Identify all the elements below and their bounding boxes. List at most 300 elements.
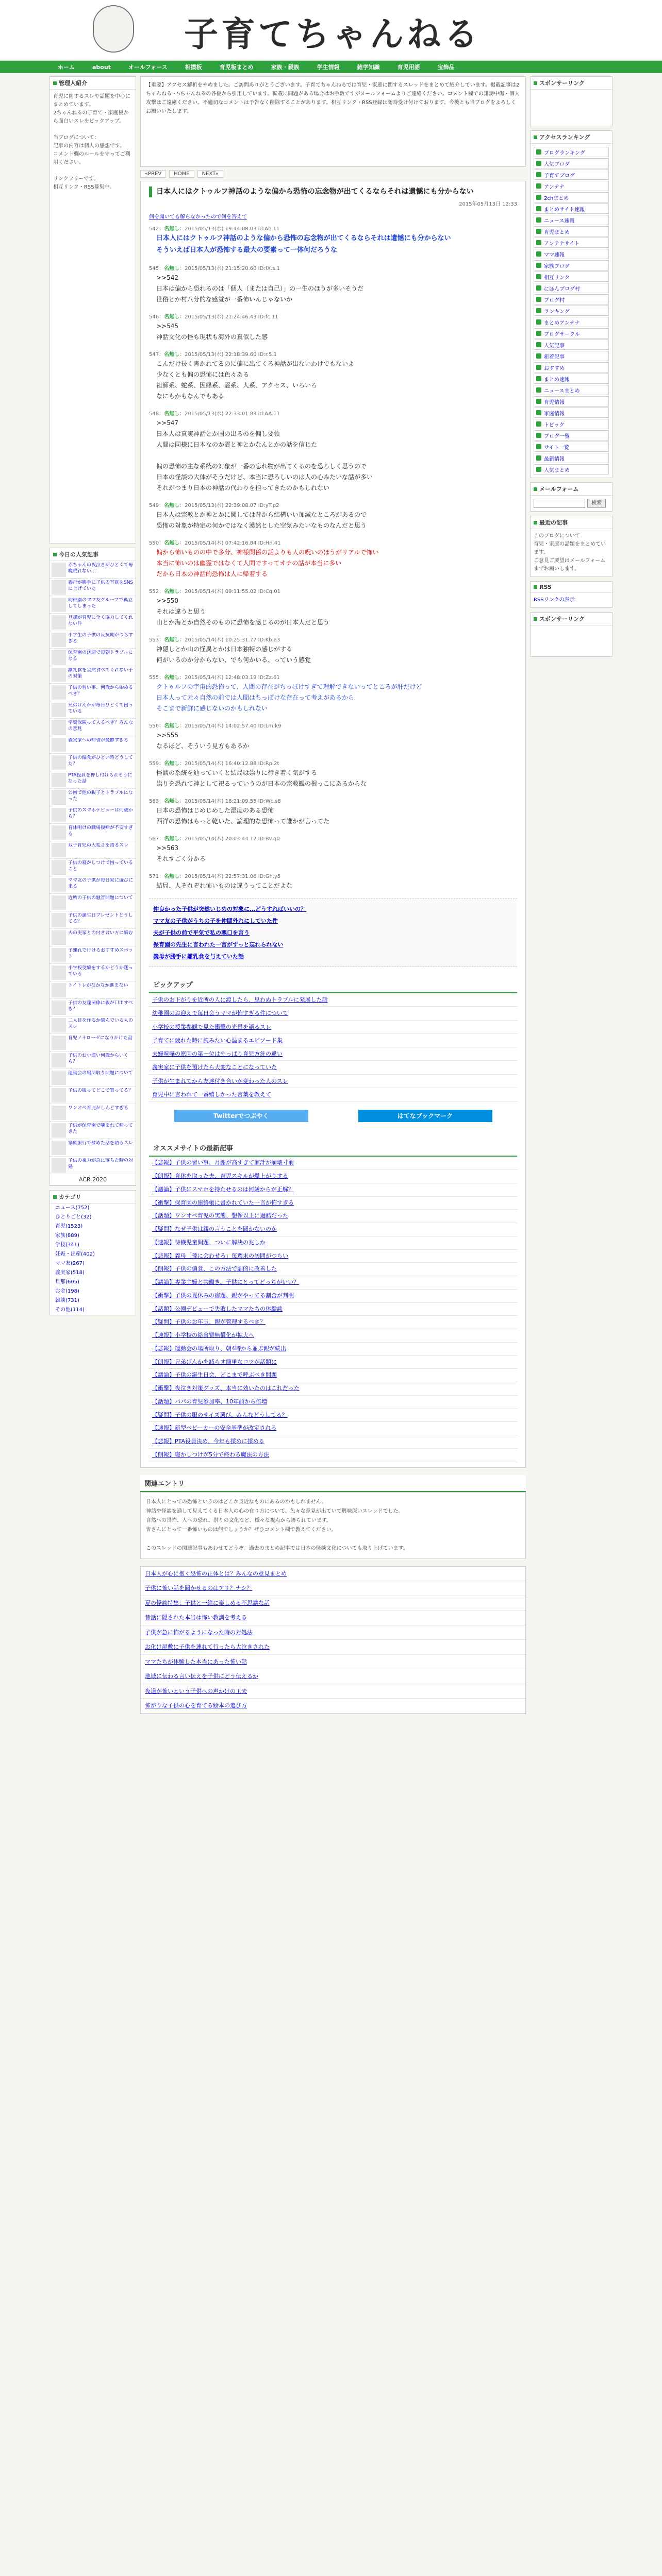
recommended-link[interactable]: 【速報】小学校の給食費無償化が拡大へ bbox=[149, 1329, 517, 1343]
nav-item[interactable]: 雑学知識 bbox=[357, 64, 380, 71]
category-item[interactable]: ママ友(267) bbox=[55, 1261, 85, 1266]
news-title[interactable]: 子供の服ってどこで買ってる？ bbox=[68, 1088, 134, 1093]
page-body bbox=[0, 73, 662, 2576]
ranking-list bbox=[531, 144, 612, 478]
post-author: 名無し bbox=[164, 314, 180, 320]
pickup-link[interactable]: 義実家に子供を預けたら大変なことになっていた bbox=[149, 1061, 517, 1074]
recommended-link[interactable]: 【衝撃】子供の夏休みの宿題、親がやってる割合が判明 bbox=[149, 1290, 517, 1303]
ranking-icon bbox=[536, 251, 541, 257]
news-thumbnail bbox=[52, 773, 66, 787]
ranking-link[interactable] bbox=[534, 226, 609, 236]
nav-item[interactable]: 宝飾品 bbox=[437, 64, 455, 71]
news-title[interactable]: 義母が勝手に子供の写真をSNSに上げていた bbox=[68, 580, 134, 591]
bottom-link[interactable]: 夜道が怖いという子供への声かけの工夫 bbox=[141, 1684, 525, 1699]
ranking-icon bbox=[536, 172, 541, 177]
pickup-link[interactable]: 子供が生まれてから友達付き合いが変わった人のスレ bbox=[149, 1075, 517, 1088]
ranking-link[interactable] bbox=[534, 317, 609, 327]
news-item[interactable] bbox=[50, 771, 136, 789]
post-body: 神隠しとか山の怪異とかは日本独特の感じがする 何がいるのか分からない、でも何かいる、っていう感覚 bbox=[156, 645, 311, 664]
post-body: 日本の恐怖はじめじめした湿度のある恐怖 西洋の恐怖はもっと乾いた、論理的な恐怖って誰かが言ってた bbox=[156, 806, 330, 825]
ranking-link[interactable] bbox=[534, 442, 609, 452]
news-thumbnail bbox=[52, 895, 66, 910]
news-title[interactable]: 離乳食を全然食べてくれない子の対策 bbox=[68, 668, 134, 679]
post-author: 名無し bbox=[164, 637, 180, 643]
home-link[interactable]: HOME bbox=[169, 170, 194, 178]
article-date: 2015年05月13日 12:33 bbox=[459, 201, 517, 207]
news-title[interactable]: 子供の誕生日プレゼントどうしてる？ bbox=[68, 913, 133, 924]
related-link[interactable]: ママ友の子供がうちの子を仲間外れにしていた件 bbox=[153, 917, 278, 924]
ranking-link[interactable] bbox=[534, 374, 609, 384]
post-list bbox=[149, 224, 517, 891]
recommended-link[interactable]: 【朗報】兄弟げんかを減らす簡単なコツが話題に bbox=[149, 1356, 517, 1369]
global-nav bbox=[0, 61, 662, 73]
ranking-link[interactable] bbox=[534, 453, 609, 463]
pickup-link[interactable]: 子供のお下がりを近所の人に渡したら、思わぬトラブルに発展した話 bbox=[149, 993, 517, 1007]
news-item[interactable] bbox=[50, 841, 136, 859]
post-header: 547：名無し：2015/05/13(水) 22:18:39.60 ID:r.5.1 bbox=[149, 351, 277, 358]
news-title[interactable]: 育児ノイローゼになりかけた話 bbox=[68, 1036, 133, 1041]
ranking-link[interactable] bbox=[534, 294, 609, 304]
rss-box bbox=[530, 581, 613, 608]
news-item[interactable] bbox=[50, 911, 136, 929]
ranking-link[interactable] bbox=[534, 408, 609, 418]
sponsor-ad[interactable] bbox=[531, 90, 612, 126]
related-link[interactable]: 仲良かった子供が突然いじめの対象に…どうすればいいの？ bbox=[153, 905, 306, 912]
news-item[interactable] bbox=[50, 964, 136, 981]
news-thumbnail bbox=[52, 1158, 66, 1173]
news-item[interactable] bbox=[50, 666, 136, 684]
news-item[interactable] bbox=[50, 999, 136, 1016]
post-meta: ：2015/05/13(水) 22:39:08.07 ID:yT.p2 bbox=[179, 502, 279, 509]
bottom-link[interactable]: 昔話に隠された本当は怖い教訓を考える bbox=[141, 1611, 525, 1625]
recommended-link[interactable]: 【衝撃】保育園の連絡帳に書かれていた一言が怖すぎる bbox=[149, 1197, 517, 1210]
ranking-link[interactable] bbox=[534, 260, 609, 270]
news-item[interactable] bbox=[50, 981, 136, 999]
bottom-link[interactable]: お化け屋敷に子供を連れて行ったら大泣きされた bbox=[141, 1640, 525, 1655]
news-title[interactable]: 運動会の場所取り問題について bbox=[68, 1071, 133, 1076]
category-heading: カテゴリ bbox=[50, 1191, 136, 1204]
related-link[interactable]: 義母が勝手に離乳食を与えていた話 bbox=[153, 953, 244, 960]
ranking-link[interactable] bbox=[534, 158, 609, 168]
search-input[interactable] bbox=[534, 499, 585, 508]
post-header: 548：名無し：2015/05/13(水) 22:33:01.83 id:AA.11 bbox=[149, 411, 280, 417]
ranking-icon bbox=[536, 387, 541, 393]
news-title[interactable]: 小学生の子供の反抗期がつらすぎる bbox=[68, 633, 134, 644]
news-item[interactable] bbox=[50, 1016, 136, 1034]
post-header: 553：名無し：2015/05/14(木) 10:25:31.77 ID:Kb.a3 bbox=[149, 637, 280, 643]
news-item[interactable] bbox=[50, 754, 136, 771]
post bbox=[149, 312, 517, 343]
recommended-link[interactable]: 【悲報】義母「孫に会わせろ」毎週末の訪問がつらい bbox=[149, 1250, 517, 1263]
post-number: 545 bbox=[149, 265, 159, 272]
ranking-icon bbox=[536, 319, 541, 325]
post-author: 名無し bbox=[164, 674, 180, 681]
left-sidebar bbox=[49, 76, 136, 1319]
news-title[interactable]: 子供のお小遣い何歳からいくら？ bbox=[68, 1053, 129, 1064]
ranking-icon bbox=[536, 308, 541, 313]
ranking-link[interactable] bbox=[534, 430, 609, 440]
news-thumbnail bbox=[52, 878, 66, 892]
news-title[interactable]: 近所の子供の騒音問題について bbox=[68, 895, 133, 901]
news-item[interactable] bbox=[50, 806, 136, 824]
category-item[interactable]: その他(114) bbox=[55, 1307, 85, 1313]
ranking-label: ブログ村 bbox=[544, 297, 565, 303]
search-button[interactable]: 検索 bbox=[587, 499, 606, 508]
news-title[interactable]: 育休明けの職場復帰が不安すぎる bbox=[68, 825, 134, 837]
news-title[interactable]: ママ友の子供が毎日家に遊びに来る bbox=[68, 878, 134, 889]
post-number: 559 bbox=[149, 760, 159, 767]
pickup-link[interactable]: 夫婦喧嘩の原因の第一位はやっぱり育児方針の違い bbox=[149, 1047, 517, 1061]
ranking-icon bbox=[536, 149, 541, 155]
news-item[interactable] bbox=[50, 1034, 136, 1052]
post-meta: ：2015/05/14(木) 16:40:12.88 ID:Rp.2t bbox=[179, 760, 279, 767]
ranking-link[interactable] bbox=[534, 362, 609, 372]
news-thumbnail bbox=[52, 1036, 66, 1050]
recommended-link[interactable]: 【衝撃】夜泣き対策グッズ、本当に効いたのはこれだった bbox=[149, 1382, 517, 1396]
recommended-link[interactable]: 【疑問】子供の服のサイズ選び、みんなどうしてる？ bbox=[149, 1409, 517, 1422]
ranking-link[interactable] bbox=[534, 170, 609, 180]
related-link[interactable]: 夫が子供の前で平気で私の悪口を言う bbox=[153, 929, 250, 936]
about-heading: 最近の記事 bbox=[531, 516, 612, 529]
post-author: 名無し bbox=[164, 411, 180, 417]
category-item[interactable]: 家族(889) bbox=[55, 1233, 79, 1239]
post-meta: ：2015/05/14(木) 07:42:16.84 ID:Hn.41 bbox=[179, 540, 281, 546]
news-item[interactable] bbox=[50, 579, 136, 596]
nav-item[interactable]: 育児用語 bbox=[397, 64, 420, 71]
category-item[interactable]: 旦那(605) bbox=[55, 1279, 79, 1285]
ranking-icon bbox=[536, 183, 541, 189]
main-content bbox=[140, 76, 526, 1718]
news-item[interactable] bbox=[50, 1104, 136, 1122]
news-item[interactable] bbox=[50, 596, 136, 614]
news-item[interactable] bbox=[50, 894, 136, 911]
news-item[interactable] bbox=[50, 649, 136, 666]
bottom-link[interactable]: 日本人が心に抱く恐怖の正体とは？みんなの意見まとめ bbox=[141, 1567, 525, 1582]
post-number: 549 bbox=[149, 502, 159, 509]
news-title[interactable]: 公園で他の親子とトラブルになった bbox=[68, 790, 133, 802]
sponsor-ad-2[interactable] bbox=[531, 625, 612, 656]
news-title[interactable]: トイトレがなかなか進まない bbox=[68, 983, 128, 988]
share-buttons bbox=[149, 1101, 517, 1130]
news-title[interactable]: 小学校受験をするかどうか迷っている bbox=[68, 965, 134, 977]
ranking-link[interactable] bbox=[534, 464, 609, 474]
recommended-link[interactable]: 【議論】専業主婦と共働き、子供にとってどっちがいい？ bbox=[149, 1276, 517, 1290]
nav-item[interactable]: ホーム bbox=[58, 64, 75, 71]
news-title[interactable]: 子供の視力が急に落ちた時の対処 bbox=[68, 1158, 134, 1170]
category-item[interactable]: 育児(1523) bbox=[55, 1224, 83, 1229]
news-item[interactable] bbox=[50, 1069, 136, 1087]
category-item[interactable]: 雑談(731) bbox=[55, 1298, 79, 1303]
ranking-label: 2chまとめ bbox=[544, 195, 569, 201]
twitter-share-button[interactable]: Twitterでつぶやく bbox=[174, 1110, 308, 1122]
news-item[interactable] bbox=[50, 1157, 136, 1174]
news-item[interactable] bbox=[50, 631, 136, 649]
news-item[interactable] bbox=[50, 859, 136, 876]
about-box bbox=[530, 516, 613, 577]
bottom-link[interactable]: 子供に怖い話を聞かせるのはアリ？ナシ？ bbox=[141, 1581, 525, 1596]
post bbox=[149, 587, 517, 628]
nav-item[interactable]: 相撲板 bbox=[185, 64, 202, 71]
ranking-label: 家庭情報 bbox=[544, 411, 565, 417]
recommended-link[interactable]: 【疑問】子供のお年玉、親が管理するべき？ bbox=[149, 1316, 517, 1329]
ranking-label: 新着記事 bbox=[544, 354, 565, 360]
news-title[interactable]: 子供の偏食がひどい時どうしてた？ bbox=[68, 755, 134, 767]
post bbox=[149, 538, 517, 580]
pickup-link[interactable]: 幼稚園のお迎えで毎日会うママが怖すぎる件について bbox=[149, 1007, 517, 1020]
nav-item[interactable]: about bbox=[92, 63, 111, 71]
ranking-icon bbox=[536, 353, 541, 359]
post bbox=[149, 834, 517, 865]
news-title[interactable]: 双子育児の大変さを語るスレ bbox=[68, 843, 129, 848]
sponsor-box-2 bbox=[530, 612, 613, 657]
ranking-label: 人気記事 bbox=[544, 343, 565, 349]
recommended-link[interactable]: 【議論】子供の誕生日会、どこまで呼ぶべき問題 bbox=[149, 1369, 517, 1382]
post-meta: ：2015/05/14(木) 09:11:55.02 ID:Cq.01 bbox=[179, 588, 280, 595]
ranking-link[interactable] bbox=[534, 204, 609, 214]
post bbox=[149, 350, 517, 402]
category-item[interactable]: お金(198) bbox=[55, 1289, 79, 1294]
news-title[interactable]: 子供の寝かしつけで困っていること bbox=[68, 860, 134, 872]
nav-item[interactable]: 育児板まとめ bbox=[219, 64, 254, 71]
ranking-label: ママ速報 bbox=[544, 252, 565, 258]
post-number: 563 bbox=[149, 798, 159, 804]
news-thumbnail bbox=[52, 720, 66, 735]
ranking-label: 子育てブログ bbox=[544, 173, 575, 179]
news-item[interactable] bbox=[50, 929, 136, 946]
nav-item[interactable]: 学生情報 bbox=[317, 64, 340, 71]
ranking-label: 相互リンク bbox=[544, 275, 570, 281]
news-item[interactable] bbox=[50, 1052, 136, 1069]
news-item[interactable] bbox=[50, 614, 136, 631]
post-header: 567：名無し：2015/05/14(木) 20:03:44.12 ID:Bv.q0 bbox=[149, 836, 280, 842]
news-thumbnail bbox=[52, 703, 66, 717]
bottom-link[interactable]: ママたちが体験した本当にあった怖い話 bbox=[141, 1655, 525, 1670]
recommended-link[interactable]: 【話題】ワンオペ育児の実態、想像以上に過酷だった bbox=[149, 1210, 517, 1223]
bottom-link[interactable]: 子供が急に怖がるようになった時の対処法 bbox=[141, 1625, 525, 1640]
news-thumbnail bbox=[52, 1141, 66, 1155]
pickup-link[interactable]: 子育てに疲れた時に読みたい心温まるエピソード集 bbox=[149, 1034, 517, 1047]
news-item[interactable] bbox=[50, 561, 136, 579]
ranking-icon bbox=[536, 195, 541, 200]
category-box bbox=[49, 1190, 136, 1315]
news-item[interactable] bbox=[50, 684, 136, 701]
news-title[interactable]: 学資保険って入るべき？みんなの意見 bbox=[68, 720, 134, 732]
recommended-link[interactable]: 【話題】パパの育児参加率、10年前から倍増 bbox=[149, 1396, 517, 1409]
news-thumbnail bbox=[52, 948, 66, 962]
news-title[interactable]: 赤ちゃんの夜泣きがひどくて毎晩眠れない… bbox=[68, 563, 134, 574]
post bbox=[149, 759, 517, 789]
recommended-link[interactable]: 【朗報】子供の偏食、この方法で劇的に改善した bbox=[149, 1263, 517, 1276]
news-thumbnail bbox=[52, 913, 66, 927]
post-number: 567 bbox=[149, 836, 159, 842]
pickup-link[interactable]: 小学校の授業参観で見た衝撃の光景を語るスレ bbox=[149, 1021, 517, 1034]
recommended-link[interactable]: 【悲報】子供の習い事、月謝が高すぎて家計が崩壊寸前 bbox=[149, 1157, 517, 1170]
category-item[interactable]: 妊娠・出産(402) bbox=[55, 1251, 95, 1257]
ranking-icon bbox=[536, 161, 541, 166]
news-title[interactable]: 旦那が育児に全く協力してくれない件 bbox=[68, 615, 134, 626]
bottom-link[interactable]: 夏の怪談特集：子供と一緒に楽しめる不思議な話 bbox=[141, 1596, 525, 1611]
ranking-link[interactable] bbox=[534, 340, 609, 350]
prev-link[interactable]: «PREV bbox=[140, 170, 166, 178]
post-body: 日本人にはクトゥルフ神話のような偏から恐怖の忘念物が出てくるならそれは遺憾にも分からない そういえば日本人が恐怖する最大の要素って一体何だろうな bbox=[156, 234, 451, 254]
post-header: 550：名無し：2015/05/14(木) 07:42:16.84 ID:Hn.41 bbox=[149, 540, 281, 546]
category-item[interactable]: 学校(341) bbox=[55, 1242, 79, 1248]
news-title[interactable]: 子供の習い事、何歳から始めるべき？ bbox=[68, 685, 134, 697]
related-link[interactable]: 保育園の先生に言われた一言がずっと忘れられない bbox=[153, 941, 284, 948]
news-item[interactable] bbox=[50, 876, 136, 894]
news-thumbnail bbox=[52, 1018, 66, 1032]
news-thumbnail bbox=[52, 1053, 66, 1067]
ranking-link[interactable] bbox=[534, 181, 609, 191]
recommended-link[interactable]: 【朗報】育休を取った夫、育児スキルが爆上がりする bbox=[149, 1170, 517, 1183]
news-item[interactable] bbox=[50, 946, 136, 964]
recommended-link[interactable]: 【議論】子供にスマホを持たせるのは何歳からが正解？ bbox=[149, 1183, 517, 1197]
news-thumbnail bbox=[52, 1071, 66, 1085]
news-title[interactable]: 二人目を作るか悩んでいる人のスレ bbox=[68, 1018, 134, 1029]
ranking-label: アンテナサイト bbox=[544, 241, 580, 247]
news-item[interactable] bbox=[50, 1087, 136, 1104]
post-meta: ：2015/05/14(木) 12:48:03.19 ID:Zz.61 bbox=[179, 674, 280, 681]
ranking-label: ランキング bbox=[544, 309, 570, 315]
bottom-link[interactable]: 怖がりな子供の心を育てる絵本の選び方 bbox=[141, 1699, 525, 1714]
post bbox=[149, 721, 517, 752]
post-body: >>550 それは違うと思う 山とか海とか自然そのものに恐怖を感じるのが日本人だと思う bbox=[156, 597, 330, 626]
hatena-bookmark-button[interactable]: はてなブックマーク bbox=[358, 1110, 492, 1122]
news-thumbnail bbox=[52, 1106, 66, 1120]
ranking-link[interactable] bbox=[534, 249, 609, 259]
news-item[interactable] bbox=[50, 736, 136, 754]
nav-item[interactable]: 家族・親族 bbox=[271, 64, 300, 71]
post-number: 550 bbox=[149, 540, 159, 546]
post-header: 552：名無し：2015/05/14(木) 09:11:55.02 ID:Cq.01 bbox=[149, 588, 280, 595]
news-title[interactable]: ワンオペ育児がしんどすぎる bbox=[68, 1106, 129, 1111]
news-title[interactable]: 子供が保育園で噛まれて帰ってきた bbox=[68, 1123, 134, 1134]
post-author: 名無し bbox=[164, 265, 180, 272]
news-title[interactable]: 子連れで行けるおすすめスポット bbox=[68, 948, 134, 959]
ranking-link[interactable] bbox=[534, 419, 609, 429]
ranking-link[interactable] bbox=[534, 396, 609, 406]
popular-news-more[interactable]: ACR 2020 bbox=[50, 1174, 136, 1185]
news-title[interactable]: 兄弟げんかが毎日ひどくて困っている bbox=[68, 703, 134, 714]
post-author: 名無し bbox=[164, 226, 180, 232]
ranking-link[interactable] bbox=[534, 385, 609, 395]
news-thumbnail bbox=[52, 563, 66, 577]
ranking-link[interactable] bbox=[534, 238, 609, 248]
pager bbox=[140, 167, 526, 181]
site-logo[interactable] bbox=[121, 6, 544, 56]
post-author: 名無し bbox=[164, 351, 180, 358]
news-title[interactable]: 義実家への帰省が憂鬱すぎる bbox=[68, 738, 129, 743]
recommended-link[interactable]: 【速報】新型ベビーカーの安全基準が改定される bbox=[149, 1422, 517, 1435]
ranking-link[interactable] bbox=[534, 306, 609, 316]
news-item[interactable] bbox=[50, 1139, 136, 1157]
ranking-icon bbox=[536, 217, 541, 223]
post-number: 555 bbox=[149, 674, 159, 681]
recommended-link[interactable]: 【疑問】なぜ子供は親の言うことを聞かないのか bbox=[149, 1223, 517, 1236]
popular-news-box bbox=[49, 548, 136, 1186]
ranking-icon bbox=[536, 433, 541, 438]
news-thumbnail bbox=[52, 685, 66, 700]
news-item[interactable] bbox=[50, 789, 136, 806]
ranking-link[interactable] bbox=[534, 272, 609, 282]
post-header: 545：名無し：2015/05/13(水) 21:15:20.60 ID:fX.s.1 bbox=[149, 265, 280, 272]
news-title[interactable]: 幼稚園のママ友グループで孤立してしまった bbox=[68, 598, 133, 609]
rss-link[interactable]: RSSリンクの表示 bbox=[534, 597, 575, 603]
news-title[interactable]: 保育園の送迎で毎朝トラブルになる bbox=[68, 650, 133, 662]
recommended-link[interactable]: 【話題】公園デビューで失敗したママたちの体験談 bbox=[149, 1303, 517, 1316]
news-title[interactable]: 家族旅行で揉めた話を語るスレ bbox=[68, 1141, 134, 1146]
ranking-label: トピック bbox=[544, 422, 565, 428]
ranking-label: ブログ一覧 bbox=[544, 433, 570, 439]
recommended-link[interactable]: 【悲報】PTA役員決め、今年も揉めに揉める bbox=[149, 1435, 517, 1449]
recommended-heading: オススメサイトの最新記事 bbox=[149, 1140, 517, 1157]
sponsor-heading: スポンサーリンク bbox=[531, 77, 612, 90]
post-number: 556 bbox=[149, 723, 159, 729]
nav-item[interactable]: オールフォース bbox=[128, 64, 168, 71]
bottom-link[interactable]: 地域に伝わる言い伝えを子供にどう伝えるか bbox=[141, 1669, 525, 1684]
post-author: 名無し bbox=[164, 502, 180, 509]
sponsor-heading-2: スポンサーリンク bbox=[531, 613, 612, 625]
pickup-link[interactable]: 育児中に言われて一番嬉しかった言葉を教えて bbox=[149, 1088, 517, 1101]
news-item[interactable] bbox=[50, 701, 136, 719]
category-item[interactable]: ひとりごと(32) bbox=[55, 1214, 92, 1220]
post-meta: ：2015/05/14(木) 22:57:31.06 ID:Gh.y5 bbox=[179, 873, 281, 879]
category-item[interactable]: 義実家(518) bbox=[55, 1270, 85, 1276]
post-number: 571 bbox=[149, 873, 159, 879]
recommended-link[interactable]: 【朗報】寝かしつけが5分で終わる魔法の方法 bbox=[149, 1449, 517, 1462]
news-title[interactable]: 夫の実家との付き合い方に悩む bbox=[68, 930, 134, 936]
post-author: 名無し bbox=[164, 873, 180, 879]
article-title[interactable]: 日本人にはクトゥルフ神話のような偏から恐怖の忘念物が出てくるならそれは遺憾にも分からない bbox=[149, 187, 517, 197]
ranking-icon bbox=[536, 399, 541, 404]
pickup-heading: ピックアップ bbox=[149, 976, 517, 993]
post bbox=[149, 872, 517, 891]
ranking-link[interactable] bbox=[534, 283, 609, 293]
news-thumbnail bbox=[52, 930, 66, 945]
ranking-link[interactable] bbox=[534, 328, 609, 338]
next-link[interactable]: NEXT» bbox=[197, 170, 223, 178]
news-thumbnail bbox=[52, 633, 66, 647]
ranking-box bbox=[530, 130, 613, 478]
category-item[interactable]: ニュース(752) bbox=[55, 1205, 90, 1211]
ranking-link[interactable] bbox=[534, 192, 609, 202]
news-title[interactable]: 子供の友達関係に親が口出すべき？ bbox=[68, 1001, 133, 1012]
article bbox=[140, 181, 526, 1468]
post bbox=[149, 673, 517, 714]
related-entries-text: 日本人にとっての恐怖というのはどこか身近なものにあるのかもしれません。 神話や怪談を通して見えてくる日本人の心の在り方について、色々な意見が出ていて興味深いスレッドでした。 自然への畏怖、人への恐れ、祟りの文化など、様々な視点から語られています。 皆さんにとって一番怖いものは何でしょうか？ぜひコメント欄で教えてください。 このスレッドの関連記事もあわせてどうぞ。過去のまとめ記事では日本の怪談文化についても取り上げています。 bbox=[140, 1492, 526, 1559]
bottom-link-list bbox=[140, 1566, 526, 1714]
news-item[interactable] bbox=[50, 719, 136, 736]
recommended-link[interactable]: 【悲報】運動会の場所取り、朝4時から並ぶ親が続出 bbox=[149, 1343, 517, 1356]
ranking-link[interactable] bbox=[534, 351, 609, 361]
recommended-link[interactable]: 【速報】待機児童問題、ついに解決の兆しか bbox=[149, 1236, 517, 1250]
ranking-label: 育児まとめ bbox=[544, 229, 570, 235]
news-item[interactable] bbox=[50, 824, 136, 841]
article-subhead-link[interactable]: 何を聞いても解らなかったので何を答えて bbox=[149, 214, 247, 220]
news-title[interactable]: 子供のスマホデビューは何歳から？ bbox=[68, 808, 133, 819]
news-thumbnail bbox=[52, 790, 66, 805]
post-author: 名無し bbox=[164, 723, 180, 729]
post-author: 名無し bbox=[164, 798, 180, 804]
ranking-link[interactable] bbox=[534, 215, 609, 225]
post-number: 552 bbox=[149, 588, 159, 595]
post bbox=[149, 264, 517, 305]
ranking-link[interactable] bbox=[534, 147, 609, 157]
post-body: >>545 神話文化の怪も現状も海外の真似した感 bbox=[156, 322, 268, 341]
ranking-icon bbox=[536, 274, 541, 279]
news-title[interactable]: PTA役員を押し付けられそうになった話 bbox=[68, 773, 133, 784]
news-item[interactable] bbox=[50, 1122, 136, 1139]
